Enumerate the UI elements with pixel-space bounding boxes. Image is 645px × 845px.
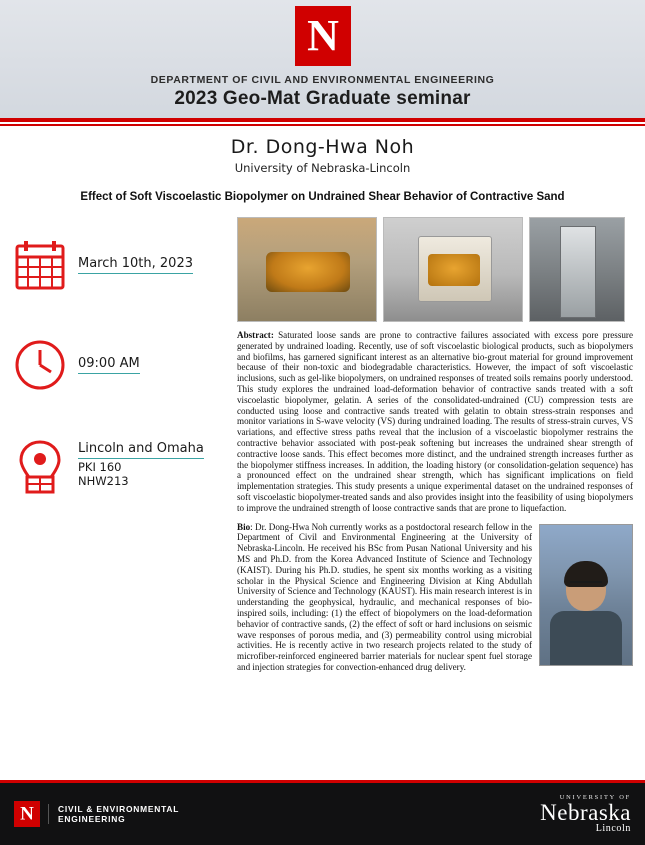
unl-n-logo (295, 6, 351, 66)
abstract-paragraph (237, 330, 633, 514)
bio-block (237, 522, 633, 673)
test-apparatus-photo (529, 217, 625, 322)
time-row (12, 339, 227, 391)
footer-university-small: UNIVERSITY OF (559, 794, 631, 801)
poster-body (0, 217, 645, 681)
triaxial-specimen-photo (237, 217, 377, 322)
footer-dept-line1: CIVIL & ENVIRONMENTAL (58, 804, 180, 814)
footer-university-main: Nebraska (540, 800, 631, 825)
photo-row (237, 217, 633, 322)
time-value: 09:00 AM (78, 356, 140, 374)
details-column (12, 217, 227, 681)
location-text (78, 439, 204, 488)
speaker-affiliation: University of Nebraska-Lincoln (234, 161, 411, 175)
location-pin-icon (12, 439, 68, 495)
poster-footer (0, 783, 645, 845)
footer-dept-text (48, 804, 179, 824)
bio-text: : Dr. Dong-Hwa Noh currently works as a postdoctoral research fellow in the Department of Civil and Environmental Engineering at the University of Nebraska-Lincoln. He received his BSc from Pusan National University and his MS and Ph.D. from the Korea Advanced Institute of Science and Technology (KAIST). During his Ph.D. studies, he spent six months working as a visiting scholar in the Physical Science and Engineering Division at King Abdullah University of Science and Technology (KAUST). His main research interest is in understanding the geophysical, hydraulic, and mechanical responses of bio-inspired soils, including: (1) the effect of biopolymers on the load-deformation behavior of contractive sands, (2) the effect of soft or hard inclusions on seismic wave responses of porous media, and (3) permeability control using microbial activities. He is recently active in two research projects related to the study of microfiber-reinforced engineered barrier materials for nuclear spent fuel storage and injection strategies for convection-enhanced drug delivery. (237, 521, 532, 672)
time-text (78, 356, 140, 374)
location-line3: NHW213 (78, 474, 129, 488)
location-line1: Lincoln and Omaha (78, 441, 204, 459)
footer-n-logo-letter: N (20, 803, 34, 825)
footer-dept-line2: ENGINEERING (58, 814, 126, 824)
footer-n-logo (14, 801, 40, 827)
footer-university-brand (540, 794, 631, 834)
date-text (78, 256, 193, 274)
seminar-title: 2023 Geo-Mat Graduate seminar (174, 88, 471, 109)
department-name: DEPARTMENT OF CIVIL AND ENVIRONMENTAL ENGINEERING (150, 74, 495, 86)
abstract-column (237, 217, 633, 681)
footer-dept-brand (14, 801, 179, 827)
speaker-portrait-photo (539, 524, 633, 666)
date-row (12, 239, 227, 291)
footer-university-sub: Lincoln (595, 823, 631, 834)
clock-icon (12, 339, 68, 391)
talk-title: Effect of Soft Viscoelastic Biopolymer on Undrained Shear Behavior of Contractive Sand (80, 191, 565, 203)
location-line2: PKI 160 (78, 460, 122, 474)
gelatin-sample-photo (383, 217, 523, 322)
bio-label: Bio (237, 521, 251, 532)
speaker-name: Dr. Dong-Hwa Noh (230, 136, 415, 158)
poster-header (0, 0, 645, 118)
abstract-label: Abstract: (237, 330, 274, 340)
date-value: March 10th, 2023 (78, 256, 193, 274)
calendar-icon (12, 239, 68, 291)
unl-n-logo-letter: N (307, 11, 338, 60)
abstract-text: Saturated loose sands are prone to contractive failures associated with excess pore pressure generated by undrained loading. Recently, use of soft viscoelastic biological products, such as biopolymers and biofilms, has garnered significant interest as an alternative bio-grout material for ground improvement because of their non-toxic and biodegradable characteristics. However, the impact of soft viscoelastic inclusions, such as gel-like biopolymers, on undrained responses of treated soils remains poorly understood. This study explores the undrained load-deformation behavior of contractive sands treated with a soft viscoelastic biopolymer, gelatin. A series of the consolidated-undrained (CU) compression tests are conducted using loose and contractive sands treated with gelatin to obtain stress-strain responses and monitor variations in S-wave velocity (VS) during undrained loading. The results of stress-strain curves, VS variations, and effective stress paths reveal that the inclusion of a viscoelastic biopolymer restrains the contractive behavior associated with post-peak softening but increases the undrained shear strength of contractive loose sands. This effect becomes more distinct, and the undrained strength increases further as the biopolymer stiffness increases. In addition, the loading history (or consolidation-gelation sequence) has a pronounced effect on the undrained shear strength, which has significant implications on field implementation strategies. This study presents a unique experimental dataset on the undrained responses of soft viscoelastic biopolymer-treated sands and also provides insight into the feasibility of using biopolymers to improve the undrained strength of loose contractive sands that are prone to liquefaction. (237, 330, 633, 513)
location-row (12, 439, 227, 495)
speaker-block (0, 126, 645, 175)
